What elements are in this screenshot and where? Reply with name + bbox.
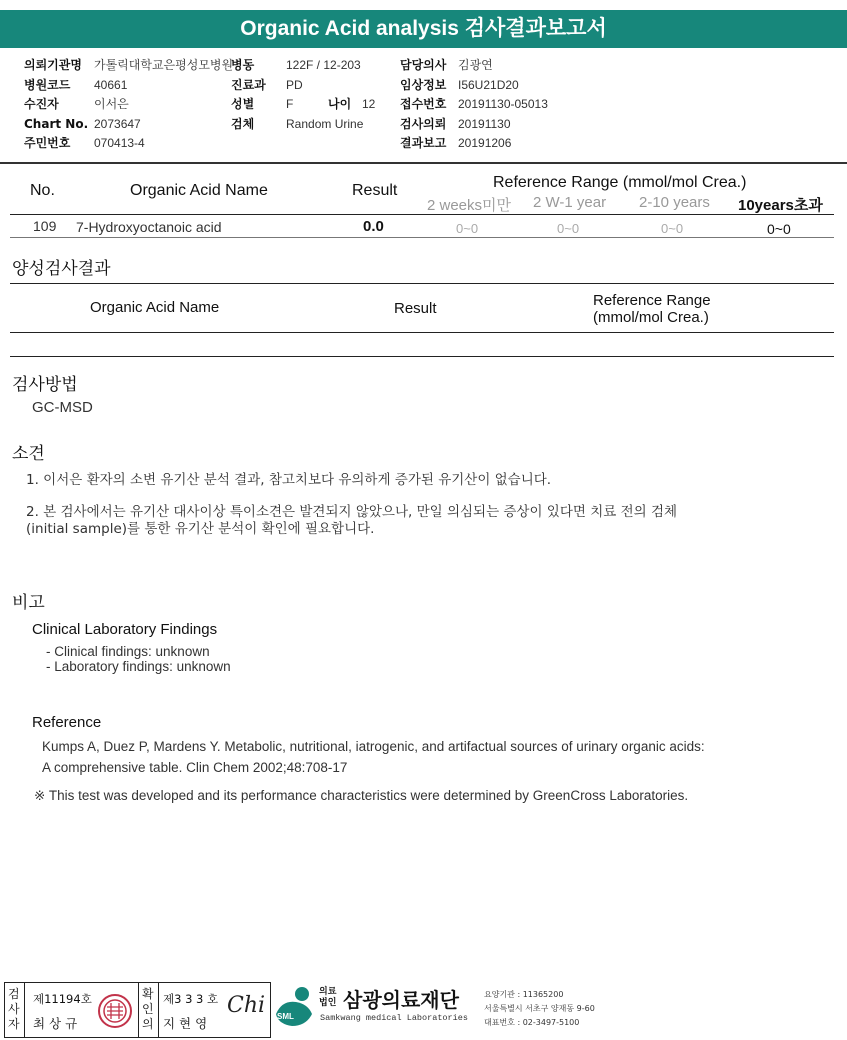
org-code: 요양기관 : 11365200 bbox=[484, 990, 564, 999]
confirmer-license-no: 제3 3 3 호 bbox=[163, 992, 219, 1006]
positive-col-name: Organic Acid Name bbox=[90, 299, 220, 316]
positive-col-ref bbox=[593, 292, 711, 326]
request-label: 검사의뢰 bbox=[400, 117, 447, 131]
chart-value: 2073647 bbox=[94, 117, 141, 131]
tester-name: 최 상 규 bbox=[33, 1016, 78, 1031]
remarks-title: 비고 bbox=[12, 593, 45, 613]
row-name: 7-Hydroxyoctanoic acid bbox=[76, 219, 222, 235]
header-divider bbox=[0, 162, 847, 164]
positive-bottom-rule bbox=[10, 356, 834, 357]
specimen-label: 검체 bbox=[231, 117, 255, 131]
positive-col-result: Result bbox=[394, 300, 437, 317]
age-value: 12 bbox=[362, 97, 376, 111]
col-no-header: No. bbox=[30, 182, 55, 199]
method-value: GC-MSD bbox=[32, 399, 93, 416]
col-ref-header: Reference Range (mmol/mol Crea.) bbox=[493, 174, 747, 191]
org-prefix bbox=[319, 987, 336, 1009]
table-row-rule bbox=[10, 237, 834, 238]
recipient-value: 이서은 bbox=[94, 97, 129, 111]
confirmer-label: 확인의 bbox=[142, 987, 154, 1031]
confirmer-label-cell bbox=[138, 983, 159, 1037]
org-address: 서울특별시 서초구 양재동 9-60 bbox=[484, 1004, 595, 1013]
findings-title: Clinical Laboratory Findings bbox=[32, 621, 218, 638]
reference-line-1: Kumps A, Duez P, Mardens Y. Metabolic, nutritional, iatrogenic, and artifactual sources of urinary organic acids: bbox=[42, 739, 705, 754]
hospital-code-value: 40661 bbox=[94, 78, 128, 92]
ref-sub-2-10y: 2-10 years bbox=[639, 194, 710, 211]
org-contact bbox=[484, 988, 595, 1030]
report-date-label: 결과보고 bbox=[400, 136, 447, 150]
clinical-info-value: I56U21D20 bbox=[458, 78, 519, 92]
opinion-title: 소견 bbox=[12, 444, 45, 464]
table-header-rule bbox=[10, 214, 834, 215]
dept-value: PD bbox=[286, 78, 303, 92]
specimen-value: Random Urine bbox=[286, 117, 364, 131]
confirmer-signature: Chi bbox=[227, 993, 266, 1018]
id-label: 주민번호 bbox=[24, 136, 71, 150]
institution-value: 가톨릭대학교은평성모병원 bbox=[94, 58, 234, 72]
chart-label: Chart No. bbox=[24, 117, 89, 131]
institution-label: 의뢰기관명 bbox=[24, 58, 82, 72]
request-value: 20191130 bbox=[458, 117, 511, 131]
test-development-note: ※ This test was developed and its performance characteristics were determined by GreenCross Laboratories. bbox=[34, 788, 689, 803]
org-name-en: Samkwang medical Laboratories bbox=[320, 1013, 468, 1023]
opinion-line-2a: 2. 본 검사에서는 유기산 대사이상 특이소견은 발견되지 않았으나, 만일 의심되는 증상이 있다면 치료 전의 검체 bbox=[26, 504, 678, 520]
finding-laboratory: - Laboratory findings: unknown bbox=[46, 659, 231, 674]
org-prefix-line1: 의료 bbox=[319, 987, 337, 997]
doctor-label: 담당의사 bbox=[400, 58, 447, 72]
sex-value: F bbox=[286, 97, 294, 111]
tester-label-cell bbox=[5, 983, 25, 1037]
positive-top-rule bbox=[10, 283, 834, 284]
row-ref-2w-1y: 0~0 bbox=[557, 221, 580, 236]
dept-label: 진료과 bbox=[231, 78, 266, 92]
clinical-info-label: 임상정보 bbox=[400, 78, 447, 92]
ward-label: 병동 bbox=[231, 58, 255, 72]
row-ref-2weeks: 0~0 bbox=[456, 221, 479, 236]
doctor-value: 김광연 bbox=[458, 58, 493, 72]
id-value: 070413-4 bbox=[94, 136, 145, 150]
row-ref-2-10y: 0~0 bbox=[661, 221, 684, 236]
sex-label: 성별 bbox=[231, 97, 255, 111]
confirmer-name: 지 현 영 bbox=[163, 1016, 208, 1031]
tester-label: 검사자 bbox=[8, 987, 20, 1031]
positive-results-title: 양성검사결과 bbox=[12, 259, 111, 279]
row-result: 0.0 bbox=[363, 218, 384, 235]
reception-no-label: 접수번호 bbox=[400, 97, 447, 111]
reference-line-2: A comprehensive table. Clin Chem 2002;48:708-17 bbox=[42, 760, 348, 775]
col-result-header: Result bbox=[352, 182, 398, 199]
opinion-line-1: 1. 이서은 환자의 소변 유기산 분석 결과, 참고치보다 유의하게 증가된 유기산이 없습니다. bbox=[26, 472, 552, 488]
ref-sub-2weeks: 2 weeks미만 bbox=[427, 197, 512, 214]
recipient-label: 수진자 bbox=[24, 97, 59, 111]
org-phone: 대표번호 : 02-3497-5100 bbox=[484, 1018, 580, 1027]
ref-sub-10y-plus: 10years초과 bbox=[738, 197, 823, 214]
positive-col-ref-line2: (mmol/mol Crea.) bbox=[593, 309, 709, 326]
finding-clinical: - Clinical findings: unknown bbox=[46, 644, 210, 659]
org-name-kr: 삼광의료재단 bbox=[343, 988, 459, 1012]
positive-mid-rule bbox=[10, 332, 834, 333]
row-no: 109 bbox=[33, 218, 57, 234]
ref-sub-2w-1y: 2 W-1 year bbox=[533, 194, 607, 211]
ward-value: 122F / 12-203 bbox=[286, 58, 361, 72]
age-label: 나이 bbox=[328, 97, 352, 111]
report-date-value: 20191206 bbox=[458, 136, 512, 150]
positive-col-ref-line1: Reference Range bbox=[593, 292, 711, 309]
org-prefix-line2: 법인 bbox=[319, 998, 337, 1008]
col-name-header: Organic Acid Name bbox=[130, 182, 268, 199]
opinion-line-2b: (initial sample)를 통한 유기산 분석이 확인에 필요합니다. bbox=[26, 521, 375, 537]
hospital-code-label: 병원코드 bbox=[24, 78, 71, 92]
tester-license-no: 제11194호 bbox=[33, 992, 92, 1006]
tester-seal-icon bbox=[97, 993, 133, 1033]
sml-logo-icon bbox=[272, 984, 316, 1028]
reference-title: Reference bbox=[32, 714, 102, 731]
signature-box bbox=[4, 982, 271, 1038]
sml-logo-badge: SML bbox=[277, 1012, 294, 1021]
reception-no-value: 20191130-05013 bbox=[458, 97, 548, 111]
row-ref-10y-plus: 0~0 bbox=[767, 221, 791, 237]
method-title: 검사방법 bbox=[12, 375, 78, 395]
report-title: Organic Acid analysis 검사결과보고서 bbox=[0, 10, 847, 48]
